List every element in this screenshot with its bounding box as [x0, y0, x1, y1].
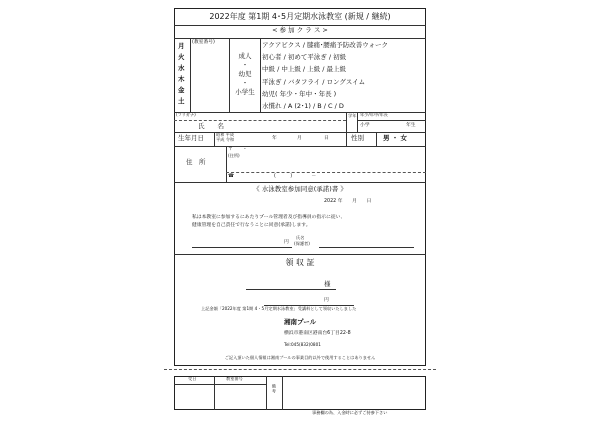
receipt-note: 上記金額「2022年度 第1期 4・5月定期水泳教室」受講料として領収いたしました — [201, 306, 357, 311]
address-label: 住 所 — [186, 158, 206, 166]
class-option[interactable]: アクアビクス / 膝痛･腰痛予防改善ウォーク — [262, 41, 389, 49]
consent-title: 《 水泳教室参加同意(承諾)書 》 — [253, 185, 347, 193]
grade-year: 年生 — [406, 123, 416, 128]
class-option[interactable]: 中級 / 中上級 / 上級 / 最上級 — [262, 65, 346, 74]
day-sat: 土 — [178, 97, 185, 105]
furigana-label: (フリガナ) — [176, 112, 196, 117]
class-option[interactable]: 幼児( 年少・年中・年長 ) — [262, 89, 337, 98]
office-member-label: 教室番号 — [226, 376, 243, 381]
grade-label: 学年 — [348, 113, 357, 118]
receipt-title: 領 収 証 — [285, 258, 315, 267]
yen-mark: 円 — [324, 298, 329, 303]
class-option[interactable]: 平泳ぎ / バタフライ / ロングスイム — [262, 77, 366, 86]
consent-date: 2022 年 月 日 — [324, 199, 372, 204]
phone-icon: ☎ — [228, 174, 234, 179]
company-name: 湘南プール — [284, 318, 317, 326]
day-mon: 月 — [178, 42, 185, 50]
name-label: 氏 名 — [198, 122, 224, 130]
privacy-note: ご記入頂いた個人情報は湘南プールの事業目的以外で使用することはありません — [224, 355, 376, 360]
consent-text-1: 私は本教室に参加するにあたりプール管理者及び指導員の指示に従い、 — [192, 215, 346, 220]
member-no-label: (教室番号) — [192, 40, 215, 45]
age-group-list: 成人 ・ 幼児 ・ 小学生 — [230, 52, 260, 97]
preschool-grade: 年少/年中/年長 — [360, 112, 388, 117]
age-elementary: 小学生 — [235, 88, 255, 96]
consent-text-2: 健康管理を自己責任で行なうことに同意(承諾)します。 — [192, 223, 311, 228]
office-remarks-label: 備考 — [271, 384, 277, 394]
company-phone: Tel:045(832)0801 — [284, 342, 321, 347]
birth-label: 生年月日 — [178, 134, 204, 142]
phone-field[interactable]: ( ) － — [274, 174, 317, 179]
honorific: 様 — [324, 280, 331, 288]
class-heading: < 参 加 ク ラ ス > — [272, 26, 328, 34]
application-form: 2022年度 第1期 4･5月定期水泳教室 (新規 / 継続) < 参 加 ク ラ ス > 月 火 水 木 金 土 (教室番号) 成人 ・ 幼児 ・ 小学生 アクアビクス / 膝痛･腰痛予防改善ウォーク 初心者 / 初めて平泳ぎ / 初級 中級 / 中上級 / 上級 / 最上級 平泳ぎ / バタフライ / ロングスイム 幼児( 年少・年中・年長 ) 水慣れ / A (2･1) / B / C / D (フリガナ) 氏 名 学年 年少/年中/年長 小学 年生 生年月日 昭和 平成 平成 令和 年 月 日 性別 男 ・ 女 住 所 〒 - (住所) ☎ ( ) － 《 水泳教室参加同意(承諾)書 》 2022 年 月 日 私は本教室に参加するにあたりプール管理者及び指導員の指示に従い、 健康管理を自己責任で行なうことに同意(承諾)します。 円 氏名 (保護者) 領 収 証 様 円 上記金額「2022年度 第1期 4・5月定期水泳教室」受講料として領収いたしました 湘南プール 横浜市港南区港南台6丁目22-8 Tel:045(832)0801 ご記入頂いた個人情報は湘南プールの事業目的以外で使用することはありません 受日 教室番号 備考 事務欄の為、入金時に必ずご持参下さい — [174, 8, 426, 416]
class-options — [262, 39, 388, 112]
class-option[interactable]: 水慣れ / A (2･1) / B / C / D — [262, 102, 344, 111]
class-option[interactable]: 初心者 / 初めて平泳ぎ / 初級 — [262, 53, 347, 62]
age-adult: 成人 — [238, 52, 252, 60]
day-list — [178, 41, 188, 107]
seal-mark: 円 — [284, 240, 289, 245]
day-tue: 火 — [178, 53, 185, 61]
office-use-box — [174, 376, 426, 410]
day-thu: 木 — [178, 75, 185, 83]
postal-icon: 〒 — [228, 147, 233, 152]
day-fri: 金 — [178, 86, 185, 94]
form-title: 2022年度 第1期 4･5月定期水泳教室 (新規 / 継続) — [209, 12, 391, 21]
office-date-label: 受日 — [188, 376, 197, 381]
gender-options[interactable]: 男 ・ 女 — [383, 134, 408, 142]
grade-school: 小学 — [360, 123, 370, 128]
company-address: 横浜市港南区港南台6丁目22-8 — [284, 331, 351, 336]
age-child: 幼児 — [238, 70, 252, 78]
day-wed: 水 — [178, 64, 185, 72]
office-footer: 事務欄の為、入金時に必ずご持参下さい — [312, 410, 388, 415]
gender-label: 性別 — [351, 134, 364, 142]
